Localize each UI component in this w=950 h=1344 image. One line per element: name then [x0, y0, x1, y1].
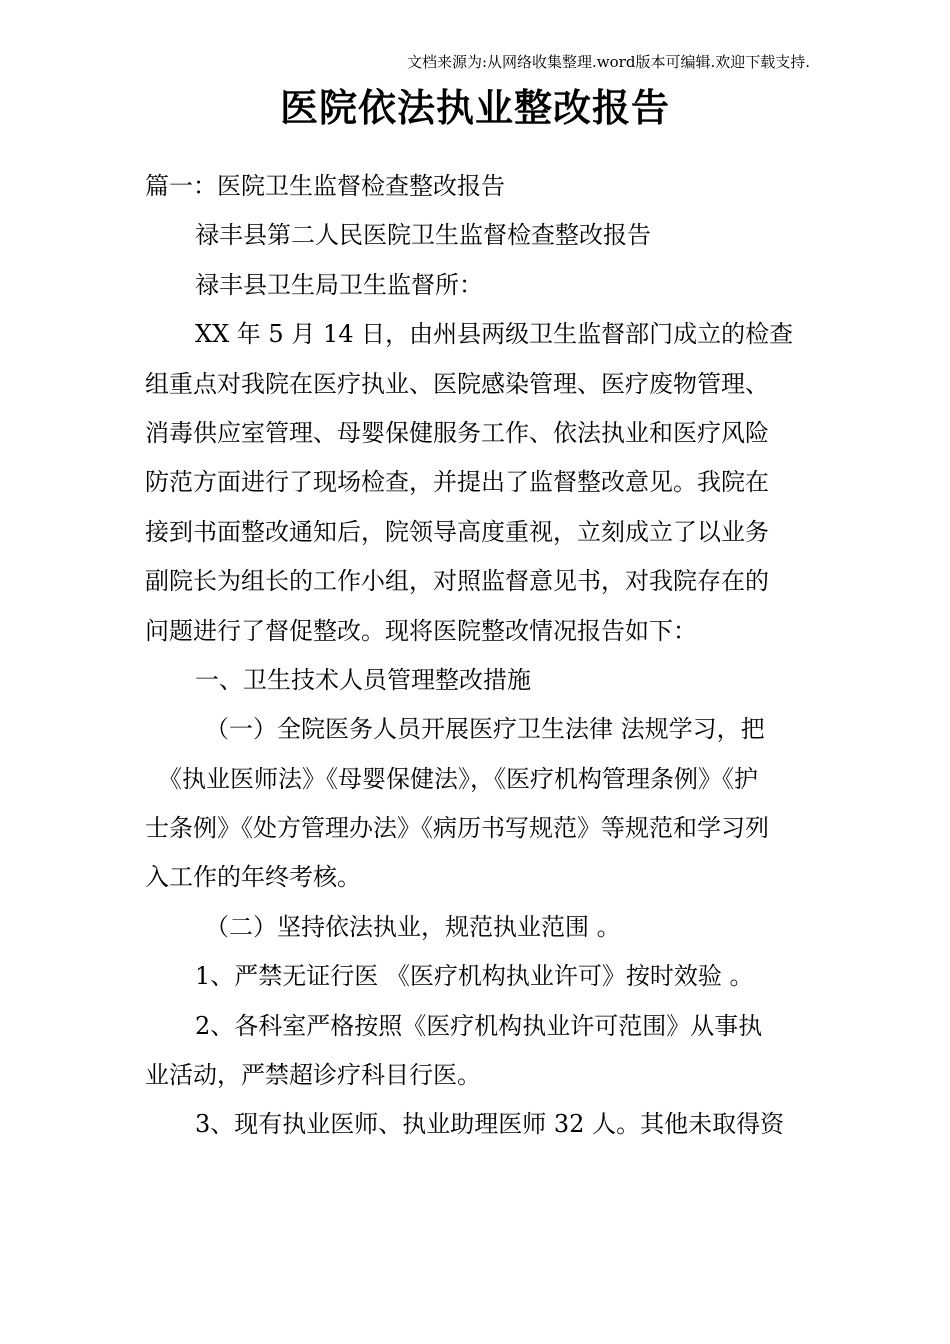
paragraph-line: 组重点对我院在医疗执业、医院感染管理、医疗废物管理、 [145, 369, 769, 398]
paragraph-line: （一）全院医务人员开展医疗卫生法律 法规学习，把 [205, 715, 765, 744]
section-heading: 篇一：医院卫生监督检查整改报告 [145, 172, 505, 200]
report-subtitle: 禄丰县第二人民医院卫生监督检查整改报告 [195, 221, 651, 250]
recipient: 禄丰县卫生局卫生监督所： [195, 270, 483, 299]
paragraph-line: XX 年 5 月 14 日，由州县两级卫生监督部门成立的检查 [195, 320, 794, 349]
paragraph-line: 业活动，严禁超诊疗科目行医。 [145, 1061, 481, 1090]
paragraph-line: 3、现有执业医师、执业助理医师 32 人。其他未取得资 [195, 1110, 785, 1139]
paragraph-line: 士条例》《处方管理办法》《病历书写规范》等规范和学习列 [145, 814, 769, 843]
paragraph-line: 问题进行了督促整改。现将医院整改情况报告如下： [145, 616, 697, 645]
paragraph-line: 防范方面进行了现场检查，并提出了监督整改意见。我院在 [145, 468, 769, 497]
document-title: 医院依法执业整改报告 [279, 85, 670, 130]
paragraph-line: （二）坚持依法执业，规范执业范围 。 [205, 912, 621, 941]
paragraph-line: 《执业医师法》《母婴保健法》，《医疗机构管理条例》《护 [158, 764, 758, 793]
paragraph-line: 2、各科室严格按照《医疗机构执业许可范围》从事执 [195, 1011, 763, 1040]
paragraph-line: 1、严禁无证行医 《医疗机构执业许可》按时效验 。 [195, 962, 754, 991]
paragraph-line: 副院长为组长的工作小组，对照监督意见书，对我院存在的 [145, 567, 769, 596]
document-body [145, 162, 815, 1150]
header-note: 文档来源为:从网络收集整理.word版本可编辑.欢迎下载支持. [406, 53, 810, 71]
paragraph-line: 接到书面整改通知后，院领导高度重视，立刻成立了以业务 [145, 517, 769, 546]
subsection-heading: 一、卫生技术人员管理整改措施 [195, 665, 531, 694]
paragraph-line: 消毒供应室管理、母婴保健服务工作、依法执业和医疗风险 [145, 418, 769, 447]
paragraph-line: 入工作的年终考核。 [145, 863, 361, 892]
